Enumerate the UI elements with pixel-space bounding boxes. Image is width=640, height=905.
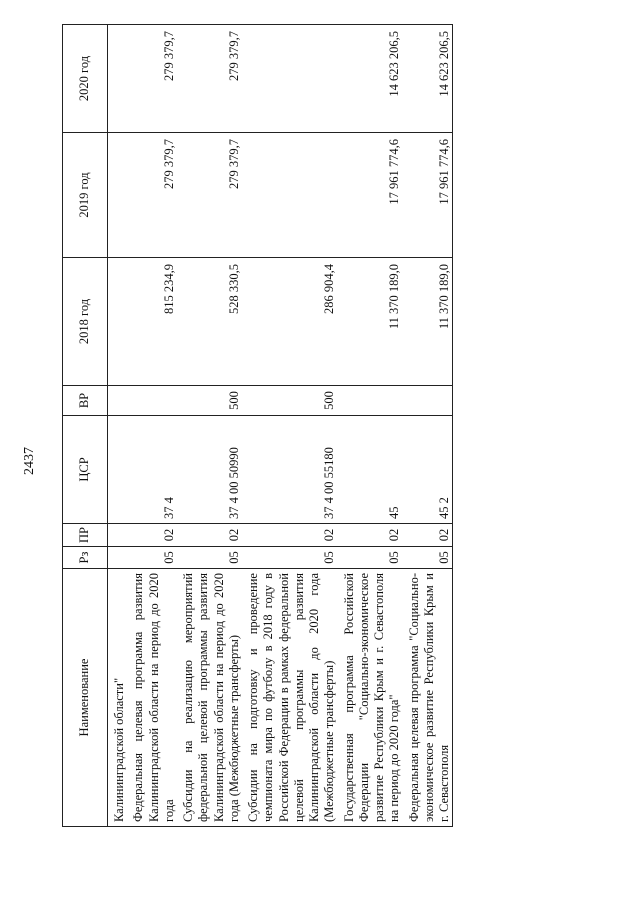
table-row xyxy=(242,25,338,827)
header-csr: ЦСР xyxy=(63,416,108,524)
row-vr xyxy=(127,386,177,416)
row-name: Государственная программа Российской Федерации "Социально-экономическое развитие Республики Крым и г. Севастополя на период до 2020 года" xyxy=(338,569,403,827)
row-pr: 02 xyxy=(403,524,453,547)
row-name: Субсидии на реализацию мероприятий федеральной целевой программы развития Калининградской области на период до 2020 года (Межбюджетные трансферты) xyxy=(177,569,242,827)
row-2018: 815 234,9 xyxy=(127,258,177,386)
row-2018: 11 370 189,0 xyxy=(338,258,403,386)
row-csr: 45 2 xyxy=(403,416,453,524)
header-name: Наименование xyxy=(63,569,108,827)
row-vr xyxy=(338,386,403,416)
row-2019: 17 961 774,6 xyxy=(403,133,453,258)
row-2019 xyxy=(242,133,338,258)
row-2019 xyxy=(108,133,128,258)
row-name: Калининградской области" xyxy=(108,569,128,827)
row-2019: 17 961 774,6 xyxy=(338,133,403,258)
header-row xyxy=(63,25,108,827)
row-2020 xyxy=(108,25,128,133)
row-rz: 05 xyxy=(403,547,453,569)
header-2019: 2019 год xyxy=(63,133,108,258)
row-name: Субсидии на подготовку и проведение чемпионата мира по футболу в 2018 году в Российской Федерации в рамках федеральной целевой программы развития Калининградской области до 2020 года (Межбюджетные трансферты) xyxy=(242,569,338,827)
row-2018: 528 330,5 xyxy=(177,258,242,386)
row-csr: 37 4 00 55180 xyxy=(242,416,338,524)
page-number: 2437 xyxy=(22,447,37,475)
header-rz: Рз xyxy=(63,547,108,569)
row-rz xyxy=(108,547,128,569)
table-row xyxy=(338,25,403,827)
row-2018 xyxy=(108,258,128,386)
row-vr xyxy=(108,386,128,416)
row-2019: 279 379,7 xyxy=(127,133,177,258)
row-rz: 05 xyxy=(338,547,403,569)
row-csr: 45 xyxy=(338,416,403,524)
header-pr: ПР xyxy=(63,524,108,547)
row-2018: 11 370 189,0 xyxy=(403,258,453,386)
row-vr: 500 xyxy=(177,386,242,416)
header-vr: ВР xyxy=(63,386,108,416)
row-rz: 05 xyxy=(127,547,177,569)
row-csr: 37 4 00 50990 xyxy=(177,416,242,524)
row-pr xyxy=(108,524,128,547)
row-2019: 279 379,7 xyxy=(177,133,242,258)
row-vr: 500 xyxy=(242,386,338,416)
table-row xyxy=(127,25,177,827)
row-csr xyxy=(108,416,128,524)
row-pr: 02 xyxy=(242,524,338,547)
row-2020: 14 623 206,5 xyxy=(403,25,453,133)
table-row xyxy=(177,25,242,827)
header-2020: 2020 год xyxy=(63,25,108,133)
row-rz: 05 xyxy=(242,547,338,569)
row-csr: 37 4 xyxy=(127,416,177,524)
row-2020: 279 379,7 xyxy=(177,25,242,133)
row-rz: 05 xyxy=(177,547,242,569)
row-pr: 02 xyxy=(177,524,242,547)
table-row xyxy=(403,25,453,827)
row-2020 xyxy=(242,25,338,133)
row-vr xyxy=(403,386,453,416)
table-row xyxy=(108,25,128,827)
row-name: Федеральная целевая программа "Социально-экономическое развитие Республики Крым и г. Севастополя xyxy=(403,569,453,827)
header-2018: 2018 год xyxy=(63,258,108,386)
row-pr: 02 xyxy=(338,524,403,547)
budget-table xyxy=(62,24,453,827)
row-pr: 02 xyxy=(127,524,177,547)
row-2020: 279 379,7 xyxy=(127,25,177,133)
row-2018: 286 904,4 xyxy=(242,258,338,386)
row-name: Федеральная целевая программа развития Калининградской области на период до 2020 года xyxy=(127,569,177,827)
row-2020: 14 623 206,5 xyxy=(338,25,403,133)
